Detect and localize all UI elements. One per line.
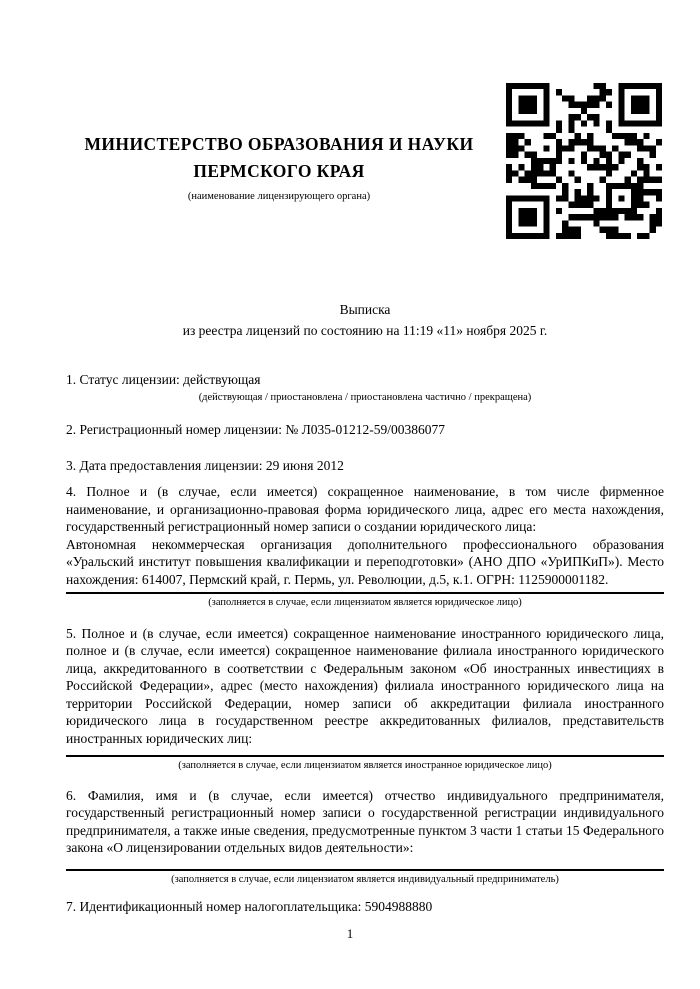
ministry-name-line2: ПЕРМСКОГО КРАЯ: [193, 161, 365, 181]
field-grant-date: [66, 457, 664, 475]
fill-line: [66, 592, 664, 594]
ministry-name: [64, 131, 494, 185]
ministry-caption: (наименование лицензирующего органа): [187, 191, 371, 202]
license-status-caption: (действующая / приостановлена / приостановлена частично / прекращена): [198, 391, 532, 403]
legal-entity-caption: (заполняется в случае, если лицензиатом является юридическое лицо): [208, 597, 522, 608]
field-taxpayer-number: [66, 898, 664, 916]
field-registration-number: [66, 421, 664, 439]
field-individual-entrepreneur: [66, 787, 664, 887]
field-legal-entity: [66, 483, 664, 610]
page-number: 1: [346, 926, 354, 941]
document-body: [66, 300, 664, 916]
qr-code-icon: [506, 83, 662, 239]
fill-line: [66, 869, 664, 871]
license-status-text: 1. Статус лицензии: действующая: [66, 372, 261, 387]
document-title-line1: Выписка: [339, 302, 391, 317]
legal-entity-clause: 4. Полное и (в случае, если имеется) сокращенное наименование, в том числе фирменное наименование, и организационно-правовая форма юридического лица, адрес его места нахождения, государственный регистрационный номер записи о создании юридического лица:: [66, 484, 664, 534]
individual-entrepreneur-caption: (заполняется в случае, если лицензиатом является индивидуальный предприниматель): [171, 873, 559, 885]
fill-line: [66, 755, 664, 757]
field-license-status: [66, 371, 664, 404]
legal-entity-value: Автономная некоммерческая организация дополнительного профессионального образования «Уральский институт повышения квалификации и переподготовки» (АНО ДПО «УрИПКиП»). Место нахождения: 614007, Пермский край, г. Пермь, ул. Революции, д.5, к.1. ОГРН: 1125900001182.: [66, 536, 664, 587]
licensing-authority-header: [64, 131, 494, 203]
foreign-entity-caption: (заполняется в случае, если лицензиатом является иностранное юридическое лицо): [178, 760, 552, 771]
taxpayer-number-text: 7. Идентификационный номер налогоплательщика: 5904988880: [66, 899, 433, 914]
document-title: [66, 300, 664, 341]
document-title-line2: из реестра лицензий по состоянию на 11:19 «11» ноября 2025 г.: [182, 322, 548, 338]
registration-number-text: 2. Регистрационный номер лицензии: № Л035-01212-59/00386077: [66, 422, 446, 437]
ministry-name-line1: МИНИСТЕРСТВО ОБРАЗОВАНИЯ И НАУКИ: [84, 134, 474, 154]
foreign-entity-clause: 5. Полное и (в случае, если имеется) сокращенное наименование иностранного юридического лица, полное и (в случае, если имеется) сокращенное наименование филиала иностранного юридического лица, аккредитованного в соответствии с Федеральным законом «Об иностранных инвестициях в Российской Федерации», адрес (место нахождения) филиала иностранного юридического лица на территории Российской Федерации, номер записи об аккредитации филиала иностранного юридического лица в государственном реестре аккредитованных филиалов, представительств иностранных юридических лиц:: [66, 625, 664, 746]
grant-date-text: 3. Дата предоставления лицензии: 29 июня 2012: [66, 457, 344, 473]
field-foreign-entity: [66, 625, 664, 773]
individual-entrepreneur-clause: 6. Фамилия, имя и (в случае, если имеется) отчество индивидуального предпринимателя, государственный регистрационный номер записи о государственной регистрации индивидуального предпринимателя, а также иные сведения, предусмотренные пунктом 3 части 1 статьи 15 Федерального закона «О лицензировании отдельных видов деятельности»:: [66, 787, 664, 855]
